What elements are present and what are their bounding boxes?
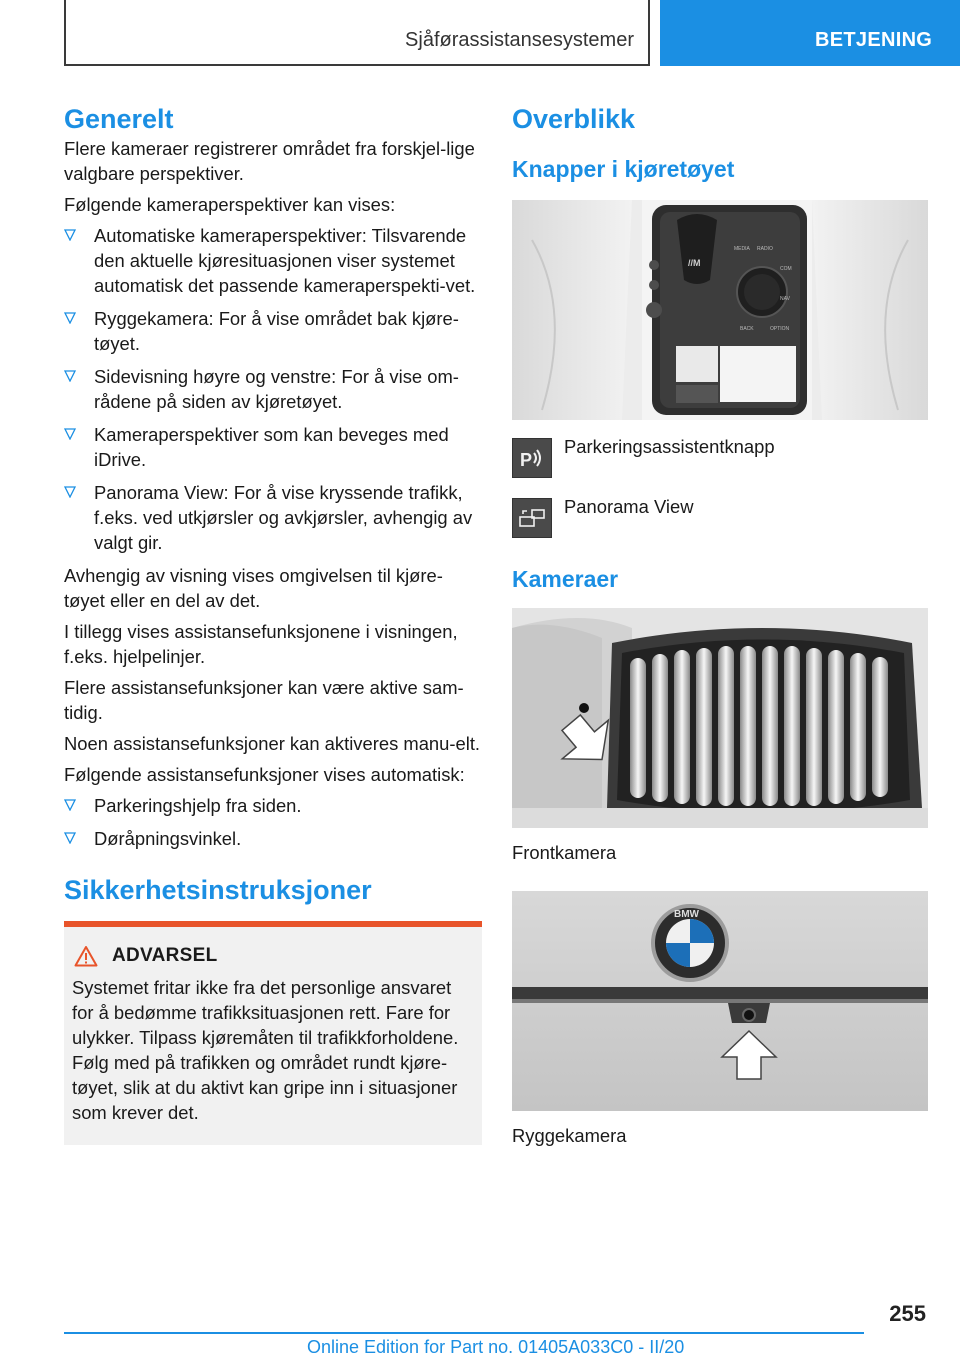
warning-label: ADVARSEL <box>112 945 218 966</box>
bullet-triangle-icon <box>64 229 76 241</box>
list-item: Parkeringshjelp fra siden. <box>64 793 482 818</box>
svg-text:NAV: NAV <box>780 296 790 302</box>
svg-text:MEDIA: MEDIA <box>734 246 750 252</box>
header-chapter-title: BETJENING <box>815 29 933 51</box>
list-item: Kameraperspektiver som kan beveges med iDrive. <box>64 422 482 472</box>
svg-text:RADIO: RADIO <box>757 246 773 252</box>
front-camera-image <box>512 608 928 828</box>
paragraph-multiple: Flere assistansefunksjoner kan være aktive sam-tidig. <box>64 677 464 723</box>
button-label-parking-assistant: Parkeringsassistentknapp <box>564 436 775 457</box>
list-item: Ryggekamera: For å vise området bak kjøre-tøyet. <box>64 306 482 356</box>
svg-text:BMW: BMW <box>674 909 699 920</box>
bullet-triangle-icon <box>64 799 76 811</box>
warning-text: Systemet fritar ikke fra det personlige ansvaret for å bedømme trafikksituasjonen rett. Fare for ulykker. Tilpass kjøremåten til trafikkforholdene. Følg med på trafikken og området rundt kjøre-tøyet, slik at du aktivt kan gripe inn i situasjoner som krever det. <box>72 977 459 1123</box>
general-intro: Flere kameraer registrerer området fra forskjel-lige valgbare perspektiver. <box>64 138 475 184</box>
svg-text:COM: COM <box>780 266 792 272</box>
center-console-image <box>512 200 928 420</box>
list-item: Automatiske kameraperspektiver: Tilsvarende den aktuelle kjøresituasjonen viser systemet automatisk det passende kameraperspekti-vet. <box>64 223 482 298</box>
paragraph-environment: Avhengig av visning vises omgivelsen til kjøre-tøyet eller en del av det. <box>64 565 443 611</box>
warning-header <box>72 945 474 967</box>
auto-list <box>64 793 482 851</box>
footer-rule <box>64 1332 864 1334</box>
bullet-triangle-icon <box>64 312 76 324</box>
button-label-panorama-view: Panorama View <box>564 496 694 517</box>
list-item: Sidevisning høyre og venstre: For å vise om-rådene på siden av kjøretøyet. <box>64 364 482 414</box>
parking-assistant-icon <box>512 438 552 478</box>
paragraph-manual: Noen assistansefunksjoner kan aktiveres manu-elt. <box>64 733 481 754</box>
rear-camera-image <box>512 891 928 1111</box>
warning-box <box>64 927 482 1145</box>
bullet-triangle-icon <box>64 370 76 382</box>
button-row-panorama-view <box>512 498 928 538</box>
button-row-parking-assistant <box>512 438 928 478</box>
svg-text:OPTION: OPTION <box>770 326 790 332</box>
bullet-triangle-icon <box>64 428 76 440</box>
header-section-title: Sjåførassistansesystemer <box>405 29 634 51</box>
auto-intro: Følgende assistansefunksjoner vises automatisk: <box>64 764 465 785</box>
list-item: Panorama View: For å vise kryssende trafikk, f.eks. ved utkjørsler og avkjørsler, avhengig av valgt gir. <box>64 480 482 555</box>
header-section-box <box>64 0 650 66</box>
list-item: Døråpningsvinkel. <box>64 826 482 851</box>
caption-rear-camera: Ryggekamera <box>512 1125 627 1146</box>
panorama-view-icon <box>512 498 552 538</box>
header-chapter-box <box>660 0 960 66</box>
views-intro: Følgende kameraperspektiver kan vises: <box>64 194 396 215</box>
subtitle-buttons: Knapper i kjøretøyet <box>512 156 735 182</box>
left-column <box>64 102 482 1145</box>
svg-text://M: //M <box>688 258 701 268</box>
section-title-overview: Overblikk <box>512 104 636 134</box>
warning-triangle-icon <box>74 945 98 967</box>
svg-text:P: P <box>520 450 533 470</box>
caption-front-camera: Frontkamera <box>512 842 617 863</box>
subtitle-cameras: Kameraer <box>512 566 619 592</box>
bullet-triangle-icon <box>64 832 76 844</box>
bullet-triangle-icon <box>64 486 76 498</box>
footer-edition: Online Edition for Part no. 01405A033C0 - II/20 <box>307 1337 685 1357</box>
section-title-general: Generelt <box>64 104 174 134</box>
views-list <box>64 223 482 555</box>
section-title-safety: Sikkerhetsinstruksjoner <box>64 875 372 905</box>
paragraph-functions: I tillegg vises assistansefunksjonene i visningen, f.eks. hjelpelinjer. <box>64 621 458 667</box>
page-number: 255 <box>889 1301 926 1326</box>
svg-text:BACK: BACK <box>740 326 754 332</box>
right-column <box>512 102 928 1148</box>
